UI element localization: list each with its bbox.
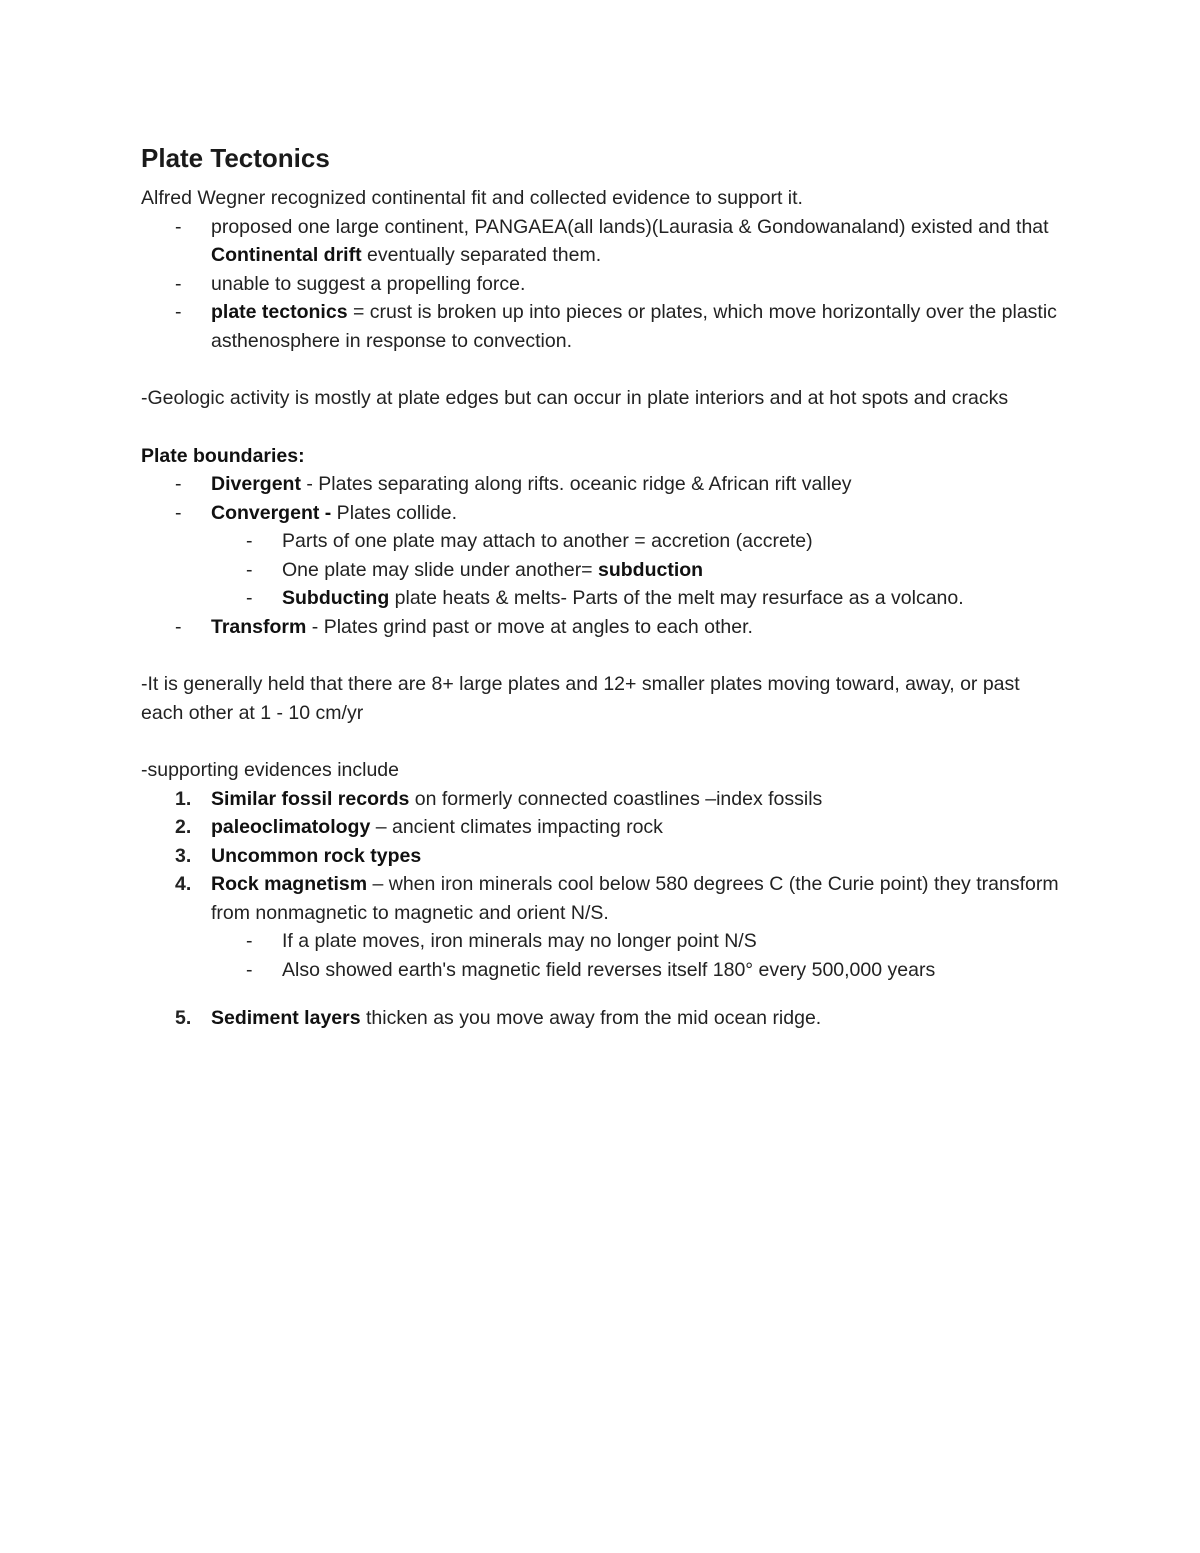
list-number: 3. bbox=[175, 844, 192, 867]
dash-bullet: - bbox=[246, 587, 253, 609]
list-item: - Subducting plate heats & melts- Parts of the melt may resurface as a volcano. bbox=[141, 584, 1061, 613]
list-item: 1. Similar fossil records on formerly connected coastlines –index fossils bbox=[141, 785, 1061, 814]
dash-bullet: - bbox=[175, 473, 182, 495]
document-page bbox=[141, 140, 1061, 1033]
list-item: - One plate may slide under another= subduction bbox=[141, 556, 1061, 585]
list-number: 5. bbox=[175, 1007, 192, 1029]
list-item: - proposed one large continent, PANGAEA(all lands)(Laurasia & Gondowanaland) existed and that Continental drift eventually separated them. bbox=[141, 213, 1061, 270]
dash-bullet: - bbox=[246, 530, 253, 552]
dash-bullet: - bbox=[175, 272, 182, 295]
dash-bullet: - bbox=[246, 958, 253, 981]
dash-bullet: - bbox=[175, 215, 182, 238]
list-item: - If a plate moves, iron minerals may no longer point N/S bbox=[141, 927, 1061, 956]
page-title: Plate Tectonics bbox=[141, 143, 330, 173]
intro-paragraph: Alfred Wegner recognized continental fit and collected evidence to support it. bbox=[141, 187, 803, 209]
dash-bullet: - bbox=[175, 615, 182, 638]
plate-boundaries-heading: Plate boundaries: bbox=[141, 444, 305, 467]
list-number: 4. bbox=[175, 873, 192, 895]
list-item: - Divergent - Plates separating along rifts. oceanic ridge & African rift valley bbox=[141, 470, 1061, 499]
dash-bullet: - bbox=[246, 558, 253, 581]
list-item: 4. Rock magnetism – when iron minerals cool below 580 degrees C (the Curie point) they transform from nonmagnetic to magnetic and orient N/S. bbox=[141, 870, 1061, 927]
list-item: 3. Uncommon rock types bbox=[141, 842, 1061, 871]
list-item: 5. Sediment layers thicken as you move away from the mid ocean ridge. bbox=[141, 1004, 1061, 1033]
dash-bullet: - bbox=[175, 301, 182, 323]
dash-bullet: - bbox=[175, 501, 182, 524]
list-item: 2. paleoclimatology – ancient climates impacting rock bbox=[141, 813, 1061, 842]
dash-bullet: - bbox=[246, 930, 253, 952]
list-number: 1. bbox=[175, 787, 192, 810]
evidence-intro: -supporting evidences include bbox=[141, 759, 399, 781]
list-item: - Convergent - Plates collide. bbox=[141, 499, 1061, 528]
geologic-activity-paragraph: -Geologic activity is mostly at plate edges but can occur in plate interiors and at hot spots and cracks bbox=[141, 387, 1009, 409]
boundaries-list bbox=[141, 470, 1061, 641]
list-item: - Also showed earth's magnetic field reverses itself 180° every 500,000 years bbox=[141, 956, 1061, 985]
list-item: - Transform - Plates grind past or move at angles to each other. bbox=[141, 613, 1061, 642]
list-item: - unable to suggest a propelling force. bbox=[141, 270, 1061, 299]
list-item: - plate tectonics = crust is broken up into pieces or plates, which move horizontally over the plastic asthenosphere in response to convection. bbox=[141, 298, 1061, 355]
list-item: - Parts of one plate may attach to another = accretion (accrete) bbox=[141, 527, 1061, 556]
list-number: 2. bbox=[175, 816, 192, 838]
evidence-list bbox=[141, 785, 1061, 1033]
plates-count-paragraph: -It is generally held that there are 8+ large plates and 12+ smaller plates moving toward, away, or past each other at 1 - 10 cm/yr bbox=[141, 673, 1020, 724]
intro-list bbox=[141, 213, 1061, 356]
